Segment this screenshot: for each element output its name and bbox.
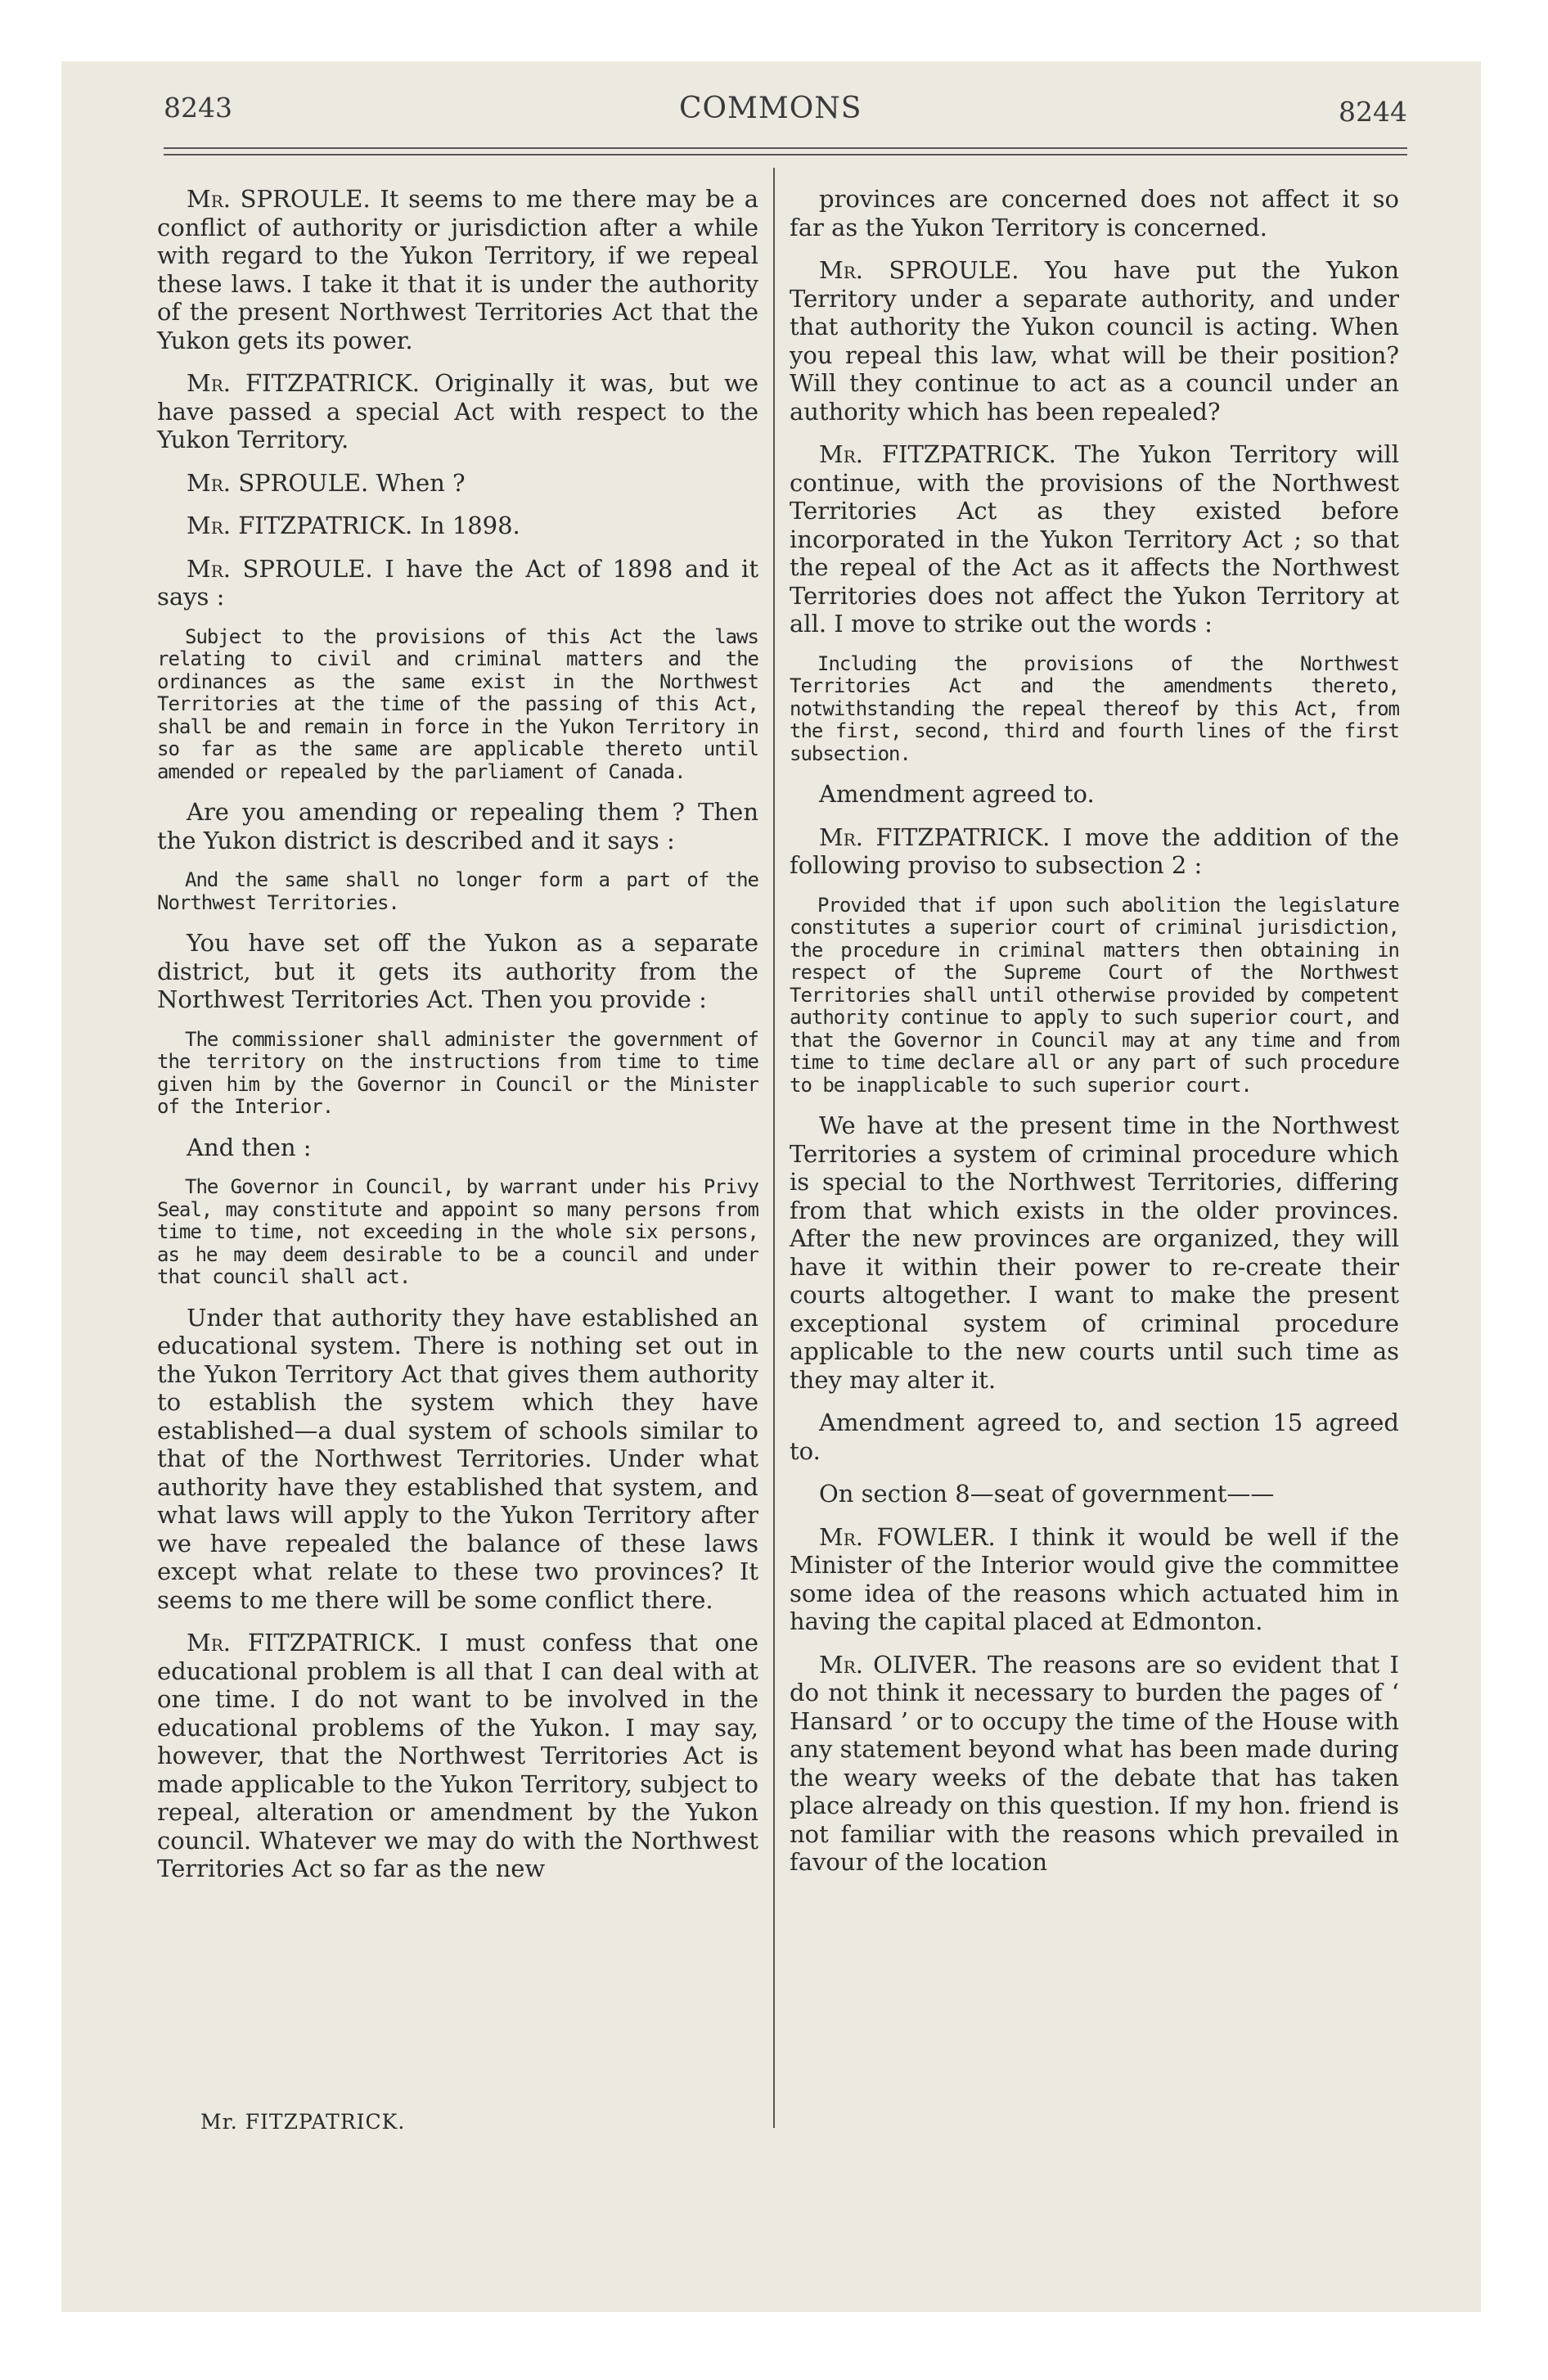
page-title: COMMONS [679,92,862,125]
paragraph [790,780,1399,809]
speaker-name: Mr. FITZPATRICK. [187,1629,422,1657]
paragraph [157,1629,758,1883]
speaker-name: Mr. SPROULE. [187,468,369,497]
speech-text: You have put the Yukon Territory under a separate authority, and under that authority the Yukon council is acting. When you repeal this law, what will be their position? Will they continue to act as a council under an authority which has been repealed? [790,256,1400,426]
paragraph [790,256,1399,426]
speech-text: provinces are concerned does not affect it so far as the Yukon Territory is concerned. [790,185,1399,241]
paragraph [790,1111,1399,1394]
catchword: Mr. FITZPATRICK. [200,2110,406,2134]
paragraph [790,1409,1399,1465]
quoted-text: Including the provisions of the Northwest Territories Act and the amendments thereto, notwithstanding the repeal thereof by this Act, from the first, second, third and fourth lines of the first subsection. [790,651,1399,765]
speech-text: Originally it was, but we have passed a special Act with respect to the Yukon Territory. [157,369,758,453]
speaker-name: Mr. FOWLER. [819,1522,996,1551]
quoted-text: And the same shall no longer form a part of the Northwest Territories. [157,868,758,914]
speech-text: We have at the present time in the Northwest Territories a system of criminal procedure which is special to the Northwest Territories, differing from that which exists in the older provinces. After the new provinces are organized, they will have it within their power to re-create their courts altogether. I want to make the present exceptional system of criminal procedure applicable to the new courts until such time as they may alter it. [790,1111,1399,1394]
page-number-left: 8243 [164,92,232,124]
speech-text: The reasons are so evident that I do not think it necessary to burden the pages of ‘ Hansard ’ or to occupy the time of the House with any statement beyond what has been made during the weary weeks of the debate that has taken place already on this question. If my hon. friend is not familiar with the reasons which prevailed in favour of the location [790,1650,1399,1876]
paragraph [157,512,758,540]
speaker-name: Mr. SPROULE. [187,554,373,583]
speech-text: Under that authority they have established an educational system. There is nothing set out in the Yukon Territory Act that gives them authority to establish the system which they have established—a dual system of schools similar to that of the Northwest Territories. Under what authority have they established that system, and what laws will apply to the Yukon Territory after we have repealed the balance of these laws except what relate to these two provinces? It seems to me there will be some conflict there. [157,1303,758,1614]
paragraph [790,823,1399,880]
paragraph [157,185,758,354]
paragraph [790,440,1399,638]
header-rule [164,154,1407,156]
speaker-name: Mr. SPROULE. [187,185,371,213]
paragraph [157,469,758,498]
speech-text: And then : [187,1133,312,1161]
paragraph [157,555,758,611]
speech-text: Amendment agreed to. [819,780,1095,808]
paragraph [790,1480,1399,1508]
quoted-text: The commissioner shall administer the government of the territory on the instructions from time to time given him by the Governor in Council or the Minister of the Interior. [157,1027,758,1118]
speech-text: On section 8—seat of government—— [819,1480,1275,1508]
speech-text: Are you amending or repealing them ? Then the Yukon district is described and it says : [157,798,758,854]
speech-text: I think it would be well if the Minister of the Interior would give the committee some idea of the reasons which actuated him in having the capital placed at Edmonton. [790,1522,1400,1635]
paragraph [157,929,758,1014]
speech-text: I must confess that one educational problem is all that I can deal with at one time. I do not want to be involved in the educational problems of the Yukon. I may say, however, that the Northwest Territories Act is made applicable to the Yukon Territory, subject to repeal, alteration or amendment by the Yukon council. Whatever we may do with the Northwest Territories Act so far as the new [157,1629,759,1882]
paragraph [790,1523,1399,1636]
speaker-name: Mr. OLIVER. [819,1650,978,1679]
speaker-name: Mr. FITZPATRICK. [819,823,1051,851]
page-number-right: 8244 [1339,96,1407,128]
speech-text: I have the Act of 1898 and it says : [157,554,758,611]
speech-text: You have set off the Yukon as a separate district, but it gets its authority from the Northwest Territories Act. Then you provide : [157,929,758,1013]
speaker-name: Mr. FITZPATRICK. [819,440,1056,468]
speech-text: Amendment agreed to, and section 15 agreed to. [790,1409,1399,1465]
quoted-text: Subject to the provisions of this Act the laws relating to civil and criminal matters and the ordinances as the same exist in the Northwest Territories at the time of the passing of this Act, shall be and remain in force in the Yukon Territory in so far as the same are applicable thereto until amended or repealed by the parliament of Canada. [157,624,758,783]
speech-text: It seems to me there may be a conflict of authority or jurisdiction after a while with regard to the Yukon Territory, if we repeal these laws. I take it that it is under the authority of the present Northwest Territories Act that the Yukon gets its power. [157,185,758,354]
paragraph [790,185,1399,241]
paragraph [157,369,758,454]
speech-text: The Yukon Territory will continue, with the provisions of the Northwest Territories Act as they existed before incorporated in the Yukon Territory Act ; so that the repeal of the Act as it affects the Northwest Territories does not affect the Yukon Territory at all. I move to strike out the words : [790,440,1400,638]
running-header [164,92,1407,141]
column-divider [773,168,775,2128]
speech-text: When ? [368,468,466,497]
quoted-text: The Governor in Council, by warrant under his Privy Seal, may constitute and appoint so many persons from time to time, not exceeding in the whole six persons, as he may deem desirable to be a council and under that council shall act. [157,1175,758,1288]
quoted-text: Provided that if upon such abolition the legislature constitutes a superior court of criminal jurisdiction, the procedure in criminal matters then obtaining in respect of the Supreme Court of the Northwest Territories shall until otherwise provided by competent authority continue to apply to such superior court, and that the Governor in Council may at any time and from time to time declare all or any part of such procedure to be inapplicable to such superior court. [790,893,1399,1097]
paragraph [157,1304,758,1615]
right-column [790,185,1399,1891]
speech-text: I move the addition of the following proviso to subsection 2 : [790,823,1399,879]
paragraph [790,1651,1399,1877]
speaker-name: Mr. FITZPATRICK. [187,369,421,397]
speaker-name: Mr. SPROULE. [819,256,1019,284]
paragraph [157,798,758,854]
speaker-name: Mr. FITZPATRICK. [187,512,413,539]
left-column [157,185,758,1898]
speech-text: In 1898. [412,512,520,539]
paragraph [157,1134,758,1162]
header-rule [164,147,1407,149]
